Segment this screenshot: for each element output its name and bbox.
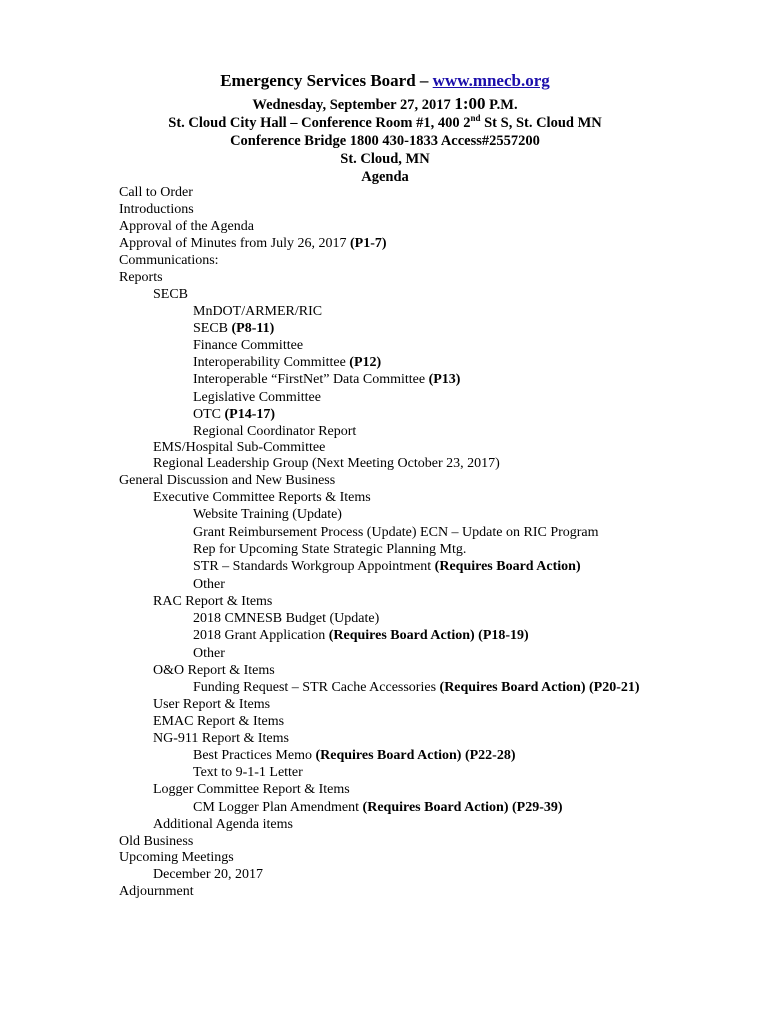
agenda-item-text: [153, 439, 325, 456]
agenda-item-label: SECB: [153, 287, 189, 302]
agenda-item-reference: (Requires Board Action) (P22-28): [315, 748, 516, 763]
agenda-item-label: MnDOT/ARMER/RIC: [193, 304, 323, 319]
agenda-header: [0, 70, 770, 186]
agenda-item-label: Old Business: [119, 834, 194, 849]
agenda-item-label: RAC Report & Items: [153, 594, 273, 609]
agenda-item-text: [153, 286, 188, 303]
agenda-item-label: Adjournment: [119, 884, 194, 899]
agenda-item-text: [193, 576, 225, 593]
agenda-item-text: [153, 713, 284, 730]
agenda-item-reference: (P14-17): [224, 407, 276, 422]
agenda-item-text: [119, 252, 219, 269]
agenda-item-label: STR – Standards Workgroup Appointment: [193, 559, 435, 574]
agenda-item-reference: (Requires Board Action) (P29-39): [362, 800, 563, 815]
conference-bridge: Conference Bridge 1800 430-1833 Access#2557200: [230, 133, 540, 149]
agenda-item-text: [119, 472, 335, 489]
agenda-item-label: O&O Report & Items: [153, 663, 275, 678]
meeting-city: St. Cloud, MN: [340, 151, 430, 167]
agenda-item-label: Finance Committee: [193, 338, 304, 353]
agenda-item-label: Additional Agenda items: [153, 817, 293, 832]
agenda-item-text: [193, 337, 303, 354]
agenda-item-text: [153, 455, 500, 472]
agenda-item-label: 2018 Grant Application: [193, 628, 329, 643]
agenda-item-label: Other: [193, 577, 225, 592]
agenda-item-label: Interoperable “FirstNet” Data Committee: [193, 372, 429, 387]
agenda-item-text: [193, 423, 356, 440]
agenda-item-text: [153, 781, 350, 798]
website-link[interactable]: www.mnecb.org: [432, 71, 550, 90]
agenda-item-label: Communications:: [119, 253, 219, 268]
agenda-item-text: [193, 679, 640, 696]
agenda-item-text: [193, 610, 379, 627]
agenda-item-label: CM Logger Plan Amendment: [193, 800, 363, 815]
agenda-item-text: [153, 662, 275, 679]
agenda-item-text: [153, 489, 371, 506]
agenda-item-label: Logger Committee Report & Items: [153, 782, 350, 797]
date-text: Wednesday, September 27, 2017: [252, 97, 455, 113]
agenda-item-label: Regional Leadership Group (Next Meeting October 23, 2017): [153, 456, 500, 471]
agenda-item-text: [193, 389, 321, 406]
agenda-item-text: [193, 645, 225, 662]
agenda-item-label: Call to Order: [119, 185, 193, 200]
agenda-item-text: [193, 541, 466, 558]
agenda-item-text: [193, 558, 581, 575]
agenda-item-text: [119, 883, 194, 900]
agenda-item-reference: (P13): [428, 372, 461, 387]
agenda-item-label: Legislative Committee: [193, 390, 321, 405]
agenda-item-label: NG-911 Report & Items: [153, 731, 289, 746]
agenda-item-label: EMS/Hospital Sub-Committee: [153, 440, 326, 455]
agenda-item-reference: (Requires Board Action): [434, 559, 581, 574]
agenda-item-label: Funding Request – STR Cache Accessories: [193, 680, 440, 695]
agenda-item-label: Approval of Minutes from July 26, 2017: [119, 236, 350, 251]
agenda-item-text: [119, 833, 193, 850]
agenda-item-text: [119, 184, 193, 201]
agenda-item-text: [119, 235, 387, 252]
title-text: Emergency Services Board –: [220, 71, 433, 90]
agenda-item-label: Interoperability Committee: [193, 355, 350, 370]
agenda-item-label: User Report & Items: [153, 697, 271, 712]
location-suffix: St S, St. Cloud MN: [480, 115, 602, 131]
agenda-item-label: Website Training (Update): [193, 507, 342, 522]
meeting-location: [0, 114, 770, 132]
agenda-item-text: [153, 866, 263, 883]
agenda-item-label: Regional Coordinator Report: [193, 424, 357, 439]
location-sup: nd: [470, 113, 481, 124]
agenda-item-label: Approval of the Agenda: [119, 219, 254, 234]
agenda-item-label: Rep for Upcoming State Strategic Planning Mtg.: [193, 542, 467, 557]
agenda-item-text: [193, 354, 381, 371]
agenda-item-text: [193, 406, 275, 423]
agenda-item-label: Best Practices Memo: [193, 748, 316, 763]
agenda-item-text: [119, 269, 163, 286]
agenda-item-label: OTC: [193, 407, 225, 422]
agenda-item-text: [153, 730, 289, 747]
agenda-item-label: SECB: [193, 321, 232, 336]
agenda-item-reference: (Requires Board Action) (P18-19): [328, 628, 529, 643]
agenda-item-reference: (P12): [349, 355, 382, 370]
agenda-item-reference: (Requires Board Action) (P20-21): [439, 680, 640, 695]
agenda-item-text: [153, 593, 272, 610]
meeting-date: [0, 95, 770, 114]
agenda-item-text: [153, 816, 293, 833]
agenda-item-label: December 20, 2017: [153, 867, 264, 882]
agenda-item-text: [193, 524, 599, 541]
agenda-item-text: [119, 849, 234, 866]
agenda-item-text: [153, 696, 270, 713]
agenda-item-label: General Discussion and New Business: [119, 473, 336, 488]
agenda-item-text: [119, 201, 194, 218]
agenda-item-reference: (P1-7): [349, 236, 387, 251]
agenda-item-text: [193, 627, 529, 644]
agenda-item-label: 2018 CMNESB Budget (Update): [193, 611, 380, 626]
agenda-item-text: [119, 218, 254, 235]
agenda-item-label: Other: [193, 646, 225, 661]
agenda-item-text: [193, 764, 303, 781]
agenda-item-label: Text to 9-1-1 Letter: [193, 765, 303, 780]
agenda-item-label: Grant Reimbursement Process (Update) ECN – Update on RIC Program: [193, 525, 599, 540]
agenda-heading: Agenda: [361, 169, 409, 185]
agenda-item-text: [193, 303, 322, 320]
page-title: [0, 70, 770, 92]
agenda-item-reference: (P8-11): [231, 321, 275, 336]
agenda-item-text: [193, 506, 342, 523]
agenda-item-text: [193, 371, 460, 388]
agenda-item-text: [193, 747, 515, 764]
agenda-item-text: [193, 320, 274, 337]
agenda-item-label: Executive Committee Reports & Items: [153, 490, 371, 505]
time-suffix: P.M.: [485, 97, 518, 113]
agenda-item-label: EMAC Report & Items: [153, 714, 285, 729]
location-text: St. Cloud City Hall – Conference Room #1, 400 2: [168, 115, 471, 131]
agenda-item-text: [193, 799, 563, 816]
time-text: 1:00: [454, 94, 486, 113]
agenda-item-label: Reports: [119, 270, 163, 285]
agenda-item-label: Upcoming Meetings: [119, 850, 234, 865]
agenda-item-label: Introductions: [119, 202, 194, 217]
